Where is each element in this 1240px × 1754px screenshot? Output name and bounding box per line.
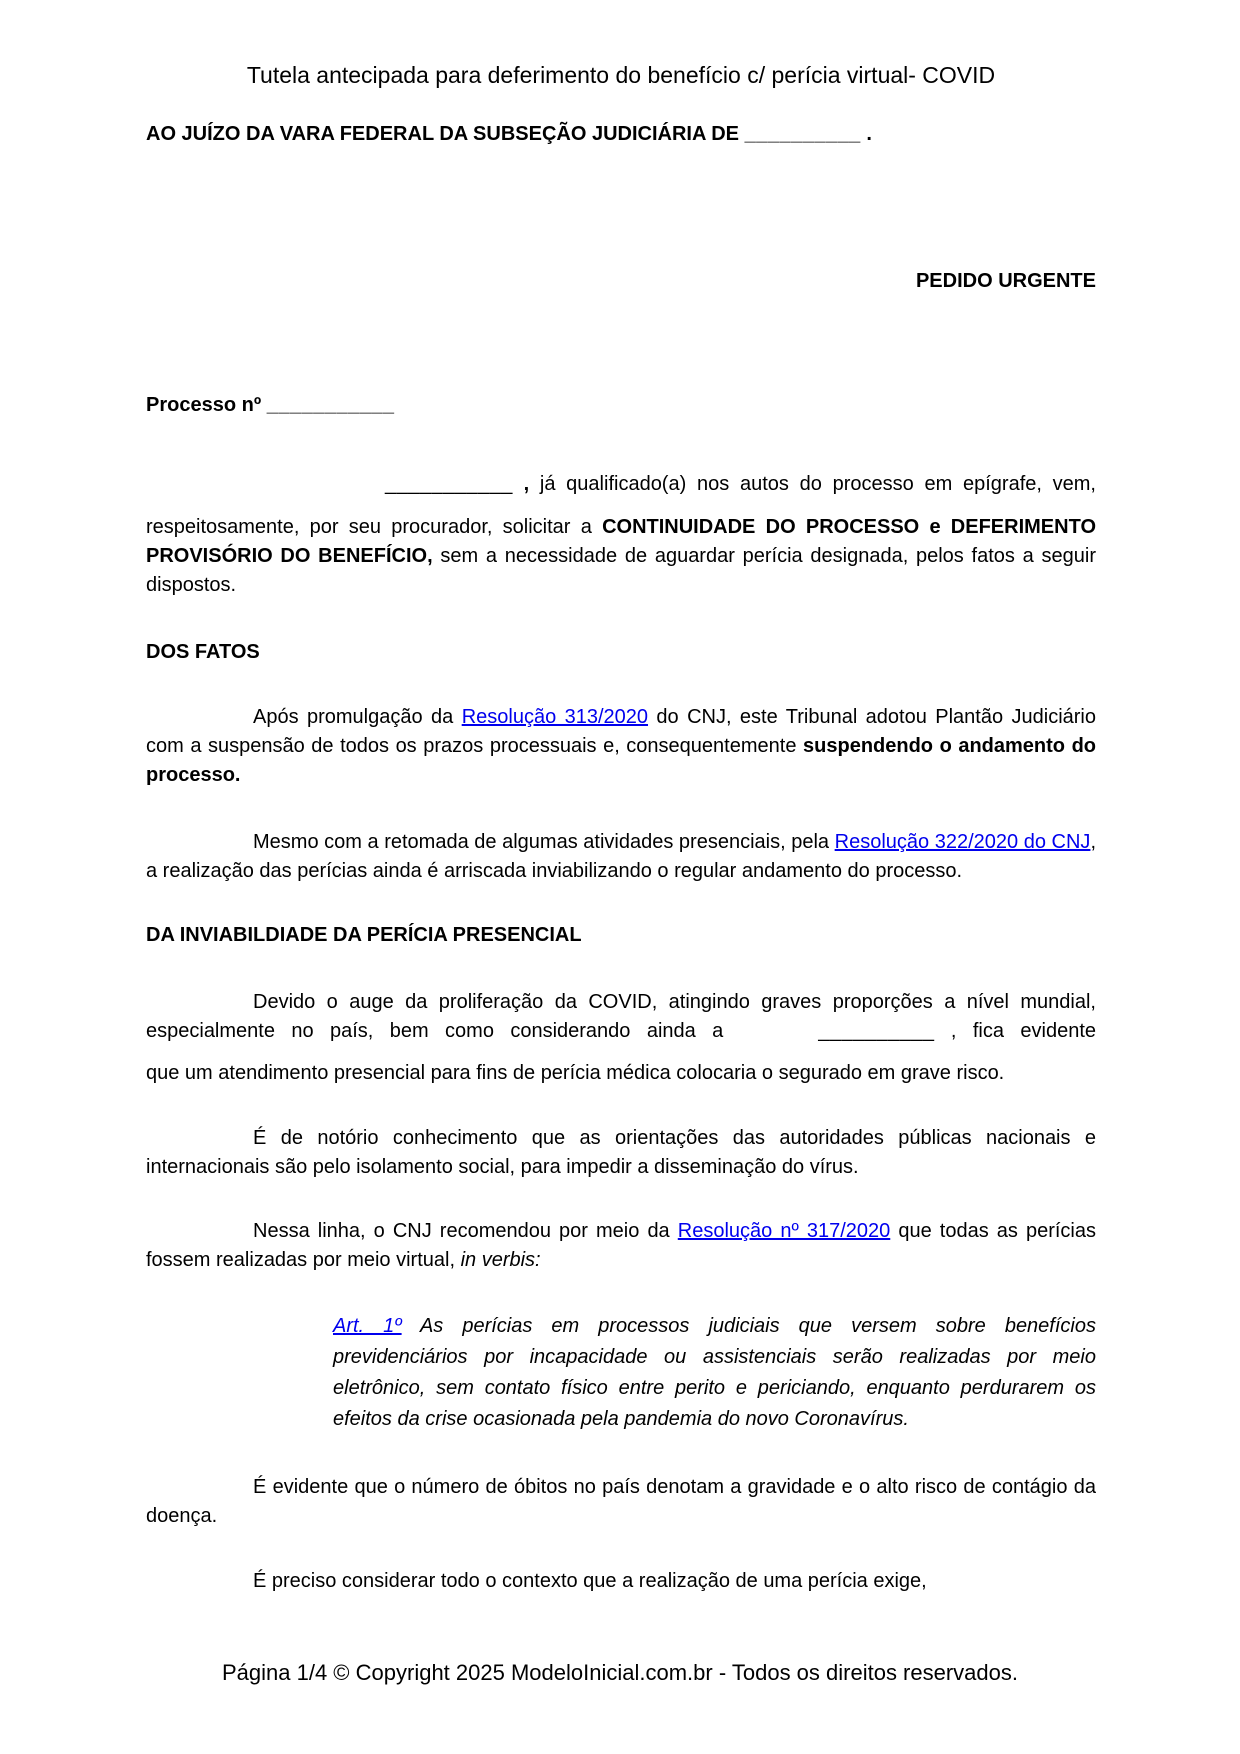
resolution-317-link[interactable]: Resolução nº 317/2020: [677, 1220, 891, 1242]
infeasibility-paragraph-1a: [146, 988, 1096, 1046]
urgent-request-label: PEDIDO URGENTE: [915, 270, 1096, 292]
inf-p3-segment-2: que todas as perícias fossem realizadas por meio virtual,: [146, 1220, 1097, 1271]
addressee-period: .: [866, 123, 872, 145]
facts-p1-segment-2: do CNJ, este Tribunal adotou Plantão Judiciário com a suspensão de todos os prazos processuais e, consequentemente: [146, 706, 1096, 757]
jurisdiction-blank: __________: [744, 123, 861, 145]
in-verbis-label: in verbis:: [460, 1249, 541, 1271]
inf-p3-segment: Nessa linha, o CNJ recomendou por meio da: [253, 1220, 670, 1242]
quote-text: As perícias em processos judiciais que versem sobre benefícios previdenciários por incapacidade ou assistenciais serão realizadas por meio eletrônico, sem contato físico entre perito e periciando, enquanto perdurarem os efeitos da crise ocasionada pela pandemia do novo Coronavírus.: [333, 1315, 1096, 1430]
facts-p2-segment-2: , a realização das perícias ainda é arriscada inviabilizando o regular andamento do processo.: [146, 831, 1096, 882]
resolution-313-link[interactable]: Resolução 313/2020: [461, 706, 649, 728]
inf-p1-segment-2: , fica evidente: [950, 1020, 1096, 1042]
infeasibility-paragraph-2: É de notório conhecimento que as orientações das autoridades públicas nacionais e internacionais são pelo isolamento social, para impedir a disseminação do vírus.: [146, 1127, 1096, 1178]
party-name-comma: ,: [523, 473, 530, 495]
process-number-blank: ___________: [266, 394, 395, 416]
resolution-322-link[interactable]: Resolução 322/2020 do CNJ: [834, 831, 1091, 853]
process-number-line: [146, 391, 1096, 420]
addressee-line: [146, 120, 1096, 149]
process-number-label: Processo nº: [146, 394, 262, 416]
disease-blank: __________: [818, 1020, 935, 1042]
page-footer-copyright: Página 1/4 © Copyright 2025 ModeloInicial.com.br - Todos os direitos reservados.: [222, 1660, 1018, 1685]
infeasibility-heading: DA INVIABILDIADE DA PERÍCIA PRESENCIAL: [146, 924, 582, 946]
resolution-quote-block: [333, 1311, 1096, 1435]
qualification-segment: respeitosamente, por seu procurador, solicitar a: [146, 516, 592, 538]
infeasibility-paragraph-1b: que um atendimento presencial para fins de perícia médica colocaria o segurado em grave risco.: [146, 1062, 1005, 1084]
qualification-segment-end: sem a necessidade de aguardar perícia designada, pelos fatos a seguir dispostos.: [146, 545, 1096, 596]
document-title: Tutela antecipada para deferimento do benefício c/ perícia virtual- COVID: [246, 62, 996, 88]
addressee-text: AO JUÍZO DA VARA FEDERAL DA SUBSEÇÃO JUDICIÁRIA DE: [146, 123, 740, 145]
suspension-highlight: suspendendo o andamento do processo.: [146, 735, 1097, 786]
infeasibility-paragraph-3: [146, 1217, 1096, 1275]
infeasibility-paragraph-5: É preciso considerar todo o contexto que a realização de uma perícia exige,: [253, 1570, 927, 1592]
facts-p1-segment: Após promulgação da: [253, 706, 454, 728]
request-highlight: CONTINUIDADE DO PROCESSO e DEFERIMENTO PROVISÓRIO DO BENEFÍCIO,: [146, 516, 1096, 567]
art-1-link[interactable]: Art. 1º: [333, 1315, 402, 1337]
inf-p1-segment: Devido o auge da proliferação da COVID, atingindo graves proporções a nível mundial, especialmente no país, bem como considerando ainda a: [146, 991, 1096, 1042]
infeasibility-paragraph-4: É evidente que o número de óbitos no país denotam a gravidade e o alto risco de contágio da doença.: [146, 1476, 1096, 1527]
qualification-text: já qualificado(a) nos autos do processo em epígrafe, vem,: [539, 473, 1096, 495]
facts-heading: DOS FATOS: [146, 641, 260, 663]
qualification-first-line: [146, 470, 1096, 499]
party-name-blank: ___________: [385, 473, 513, 495]
qualification-paragraph: [146, 513, 1096, 600]
facts-p2-segment: Mesmo com a retomada de algumas atividades presenciais, pela: [253, 831, 830, 853]
facts-paragraph-2: [146, 828, 1096, 886]
facts-paragraph-1: [146, 703, 1096, 790]
